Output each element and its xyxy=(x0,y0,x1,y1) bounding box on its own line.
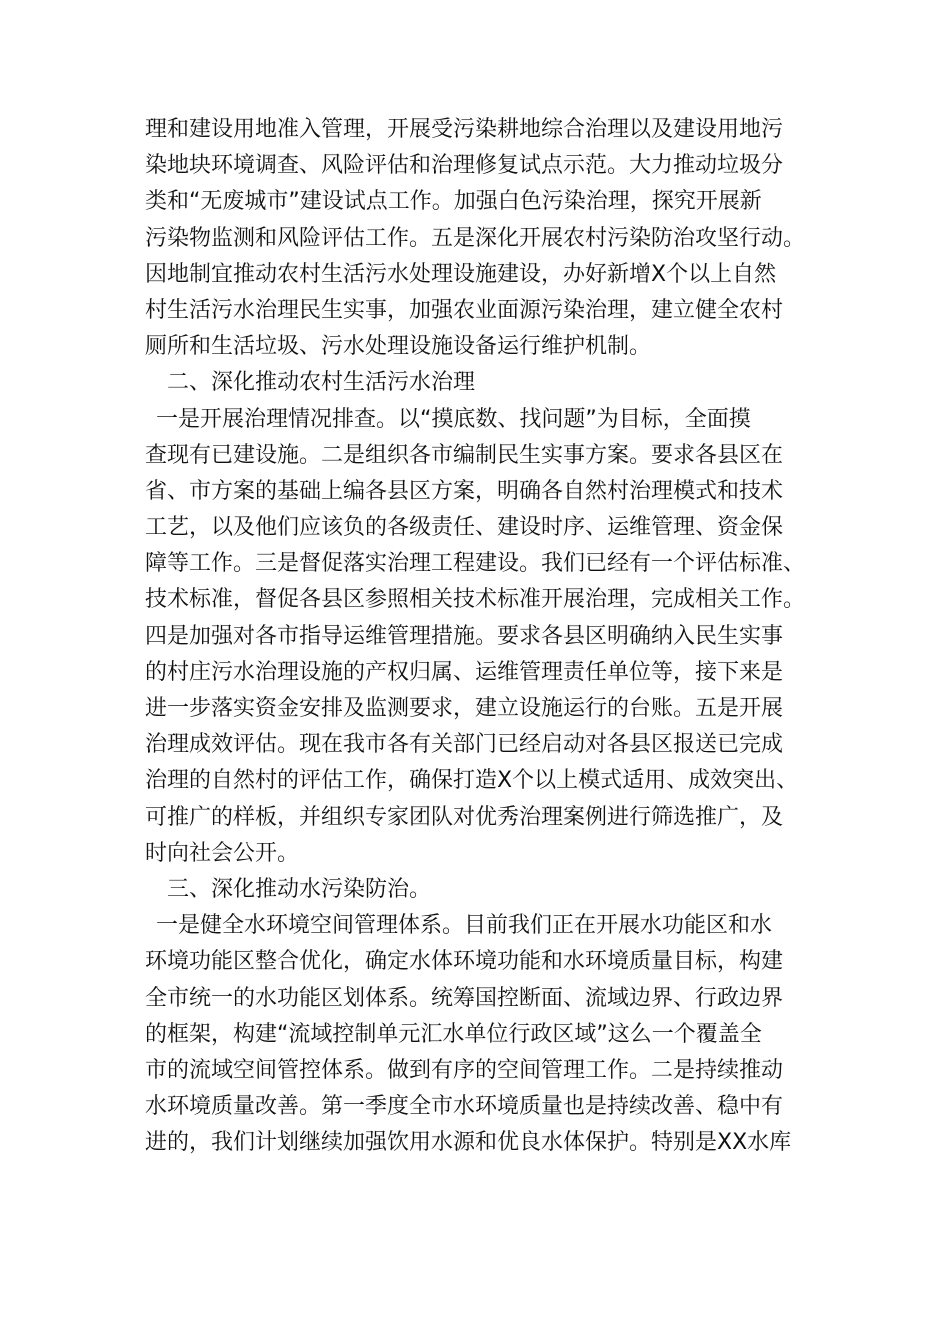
text-line: 查现有已建设施。二是组织各市编制民生实事方案。要求各县区在 xyxy=(145,442,784,468)
text-line: 污染物监测和风险评估工作。五是深化开展农村污染防治攻坚行动。 xyxy=(145,225,806,251)
text-line: 可推广的样板，并组织专家团队对优秀治理案例进行筛选推广，及 xyxy=(145,804,784,830)
text-line: 省、市方案的基础上编各县区方案，明确各自然村治理模式和技术 xyxy=(145,478,784,504)
text-line: 工艺，以及他们应该负的各级责任、建设时序、运维管理、资金保 xyxy=(145,515,784,541)
text-line: 厕所和生活垃圾、污水处理设施设备运行维护机制。 xyxy=(145,334,652,360)
text-line: 障等工作。三是督促落实治理工程建设。我们已经有一个评估标准、 xyxy=(145,551,806,577)
text-line: 进一步落实资金安排及监测要求，建立设施运行的台账。五是开展 xyxy=(145,696,784,721)
text-line: 理和建设用地准入管理，开展受污染耕地综合治理以及建设用地污 xyxy=(145,117,784,142)
text-line: 染地块环境调查、风险评估和治理修复试点示范。大力推动垃圾分 xyxy=(145,153,784,179)
text-line: 技术标准，督促各县区参照相关技术标准开展治理，完成相关工作。 xyxy=(145,587,806,613)
text-line: 的框架，构建“流域控制单元汇水单位行政区域”这么一个覆盖全 xyxy=(145,1021,762,1047)
text-line: 水环境质量改善。第一季度全市水环境质量也是持续改善、稳中有 xyxy=(145,1094,784,1120)
section-heading: 二、深化推动农村生活污水治理 xyxy=(167,370,476,396)
text-line: 环境功能区整合优化，确定水体环境功能和水环境质量目标，构建 xyxy=(145,949,784,975)
text-line: 类和“无废城市”建设试点工作。加强白色污染治理，探究开展新 xyxy=(145,189,762,215)
section-heading: 三、深化推动水污染防治。 xyxy=(167,876,432,902)
text-line: 一是开展治理情况排查。以“摸底数、找问题”为目标，全面摸 xyxy=(156,406,751,432)
text-line: 治理成效评估。现在我市各有关部门已经启动对各县区报送已完成 xyxy=(145,732,784,758)
document-body xyxy=(145,112,810,1161)
text-line: 全市统一的水功能区划体系。统筹国控断面、流域边界、行政边界 xyxy=(145,985,784,1011)
text-line: 的村庄污水治理设施的产权归属、运维管理责任单位等，接下来是 xyxy=(145,659,784,685)
text-line: 一是健全水环境空间管理体系。目前我们正在开展水功能区和水 xyxy=(156,913,773,939)
text-line: 村生活污水治理民生实事，加强农业面源污染治理，建立健全农村 xyxy=(145,297,784,323)
text-line: 治理的自然村的评估工作，确保打造X个以上模式适用、成效突出、 xyxy=(145,768,799,794)
text-line: 四是加强对各市指导运维管理措施。要求各县区明确纳入民生实事 xyxy=(145,623,784,649)
text-line: 因地制宜推动农村生活污水处理设施建设，办好新增X个以上自然 xyxy=(145,261,777,287)
text-line: 市的流域空间管控体系。做到有序的空间管理工作。二是持续推动 xyxy=(145,1057,784,1083)
text-line: 时向社会公开。 xyxy=(145,840,300,866)
text-line: 进的，我们计划继续加强饮用水源和优良水体保护。特别是XX水库 xyxy=(145,1130,792,1156)
